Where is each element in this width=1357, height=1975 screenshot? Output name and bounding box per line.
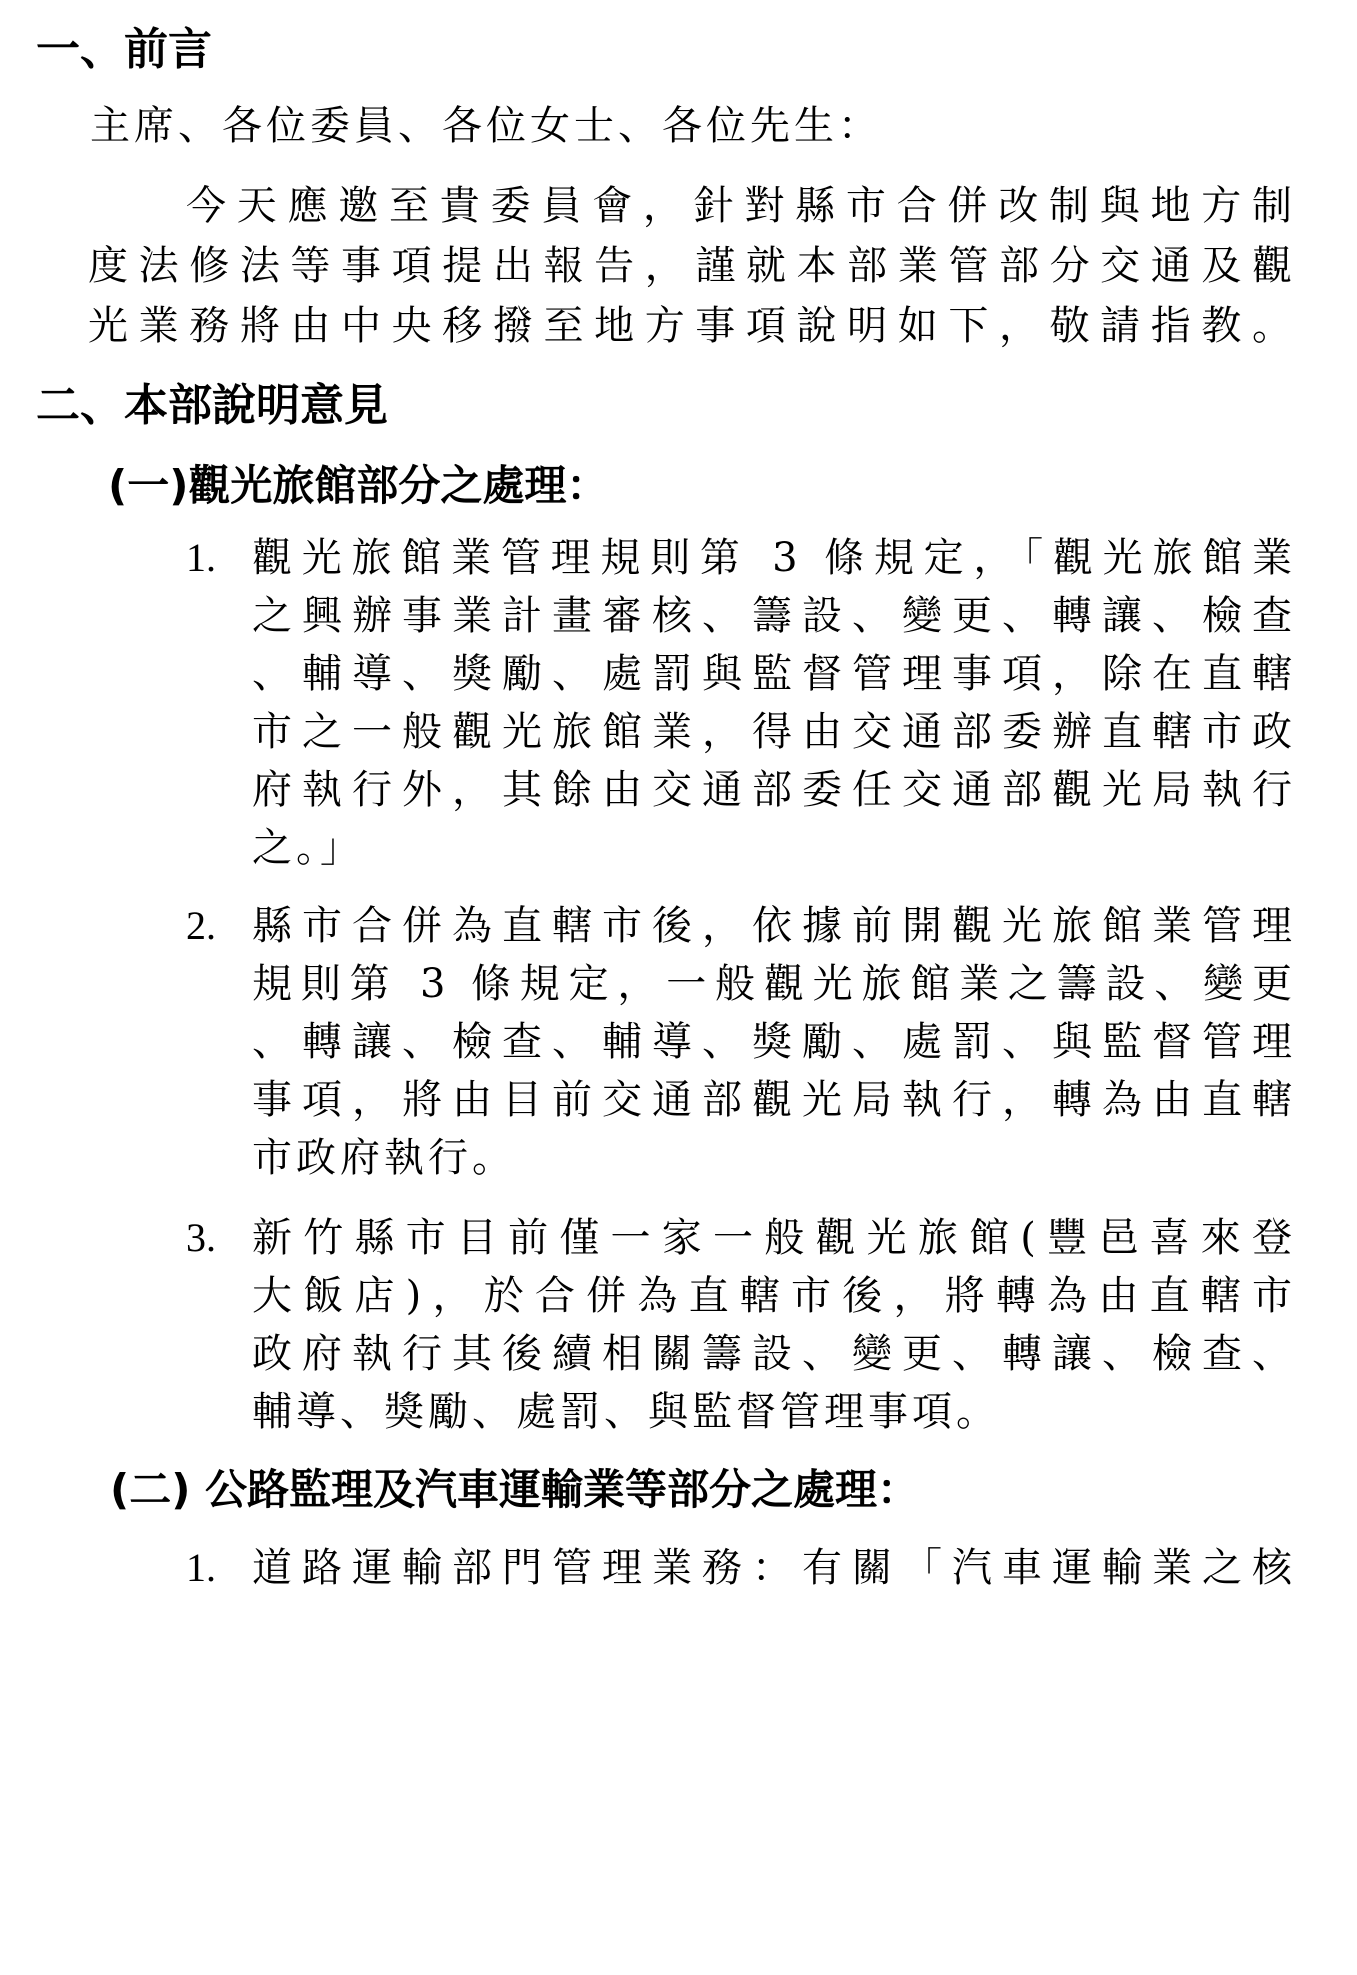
item-1-1-line-3: 、輔導、獎勵、處罰與監督管理事項，除在直轄 xyxy=(252,651,1296,697)
item-1-1-line-6: 之。」 xyxy=(252,825,364,871)
item-1-2-line-3: 、轉讓、檢查、輔導、獎勵、處罰、與監督管理 xyxy=(252,1019,1296,1065)
item-2-1-line-1: 道路運輸部門管理業務：有關「汽車運輸業之核 xyxy=(252,1545,1296,1591)
item-1-3-line-2: 大飯店)，於合併為直轄市後，將轉為由直轄市 xyxy=(252,1273,1296,1319)
intro-para-line-2: 度法修法等事項提出報告，謹就本部業管部分交通及觀 xyxy=(88,243,1296,289)
item-1-3-line-1: 新竹縣市目前僅一家一般觀光旅館(豐邑喜來登 xyxy=(252,1215,1296,1261)
section-1-heading: 一、前言 xyxy=(36,24,212,75)
item-1-2-line-5: 市政府執行。 xyxy=(252,1135,516,1181)
item-1-3-number: 3. xyxy=(186,1215,216,1260)
intro-para-line-1: 今天應邀至貴委員會，針對縣市合併改制與地方制 xyxy=(186,183,1296,229)
item-1-1-line-2: 之興辦事業計畫審核、籌設、變更、轉讓、檢查 xyxy=(252,593,1296,639)
section-2-heading: 二、本部說明意見 xyxy=(36,380,388,431)
subsection-1-heading: (一)觀光旅館部分之處理： xyxy=(108,461,609,510)
subsection-2-heading: (二) 公路監理及汽車運輸業等部分之處理： xyxy=(110,1465,920,1514)
greeting-line: 主席、各位委員、各位女士、各位先生： xyxy=(90,103,882,149)
item-1-2-number: 2. xyxy=(186,903,216,948)
item-1-1-line-1: 觀光旅館業管理規則第 3 條規定，「觀光旅館業 xyxy=(252,535,1296,581)
item-1-3-line-3: 政府執行其後續相關籌設、變更、轉讓、檢查、 xyxy=(252,1331,1296,1377)
item-1-2-line-1: 縣市合併為直轄市後，依據前開觀光旅館業管理 xyxy=(252,903,1296,949)
item-2-1-number: 1. xyxy=(186,1545,216,1590)
item-1-2-line-2: 規則第 3 條規定，一般觀光旅館業之籌設、變更 xyxy=(252,961,1296,1007)
item-1-1-line-5: 府執行外，其餘由交通部委任交通部觀光局執行 xyxy=(252,767,1296,813)
item-1-1-number: 1. xyxy=(186,535,216,580)
intro-para-line-3: 光業務將由中央移撥至地方事項說明如下，敬請指教。 xyxy=(88,303,1296,349)
item-1-1-line-4: 市之一般觀光旅館業，得由交通部委辦直轄市政 xyxy=(252,709,1296,755)
item-1-2-line-4: 事項，將由目前交通部觀光局執行，轉為由直轄 xyxy=(252,1077,1296,1123)
item-1-3-line-4: 輔導、獎勵、處罰、與監督管理事項。 xyxy=(252,1389,1000,1435)
